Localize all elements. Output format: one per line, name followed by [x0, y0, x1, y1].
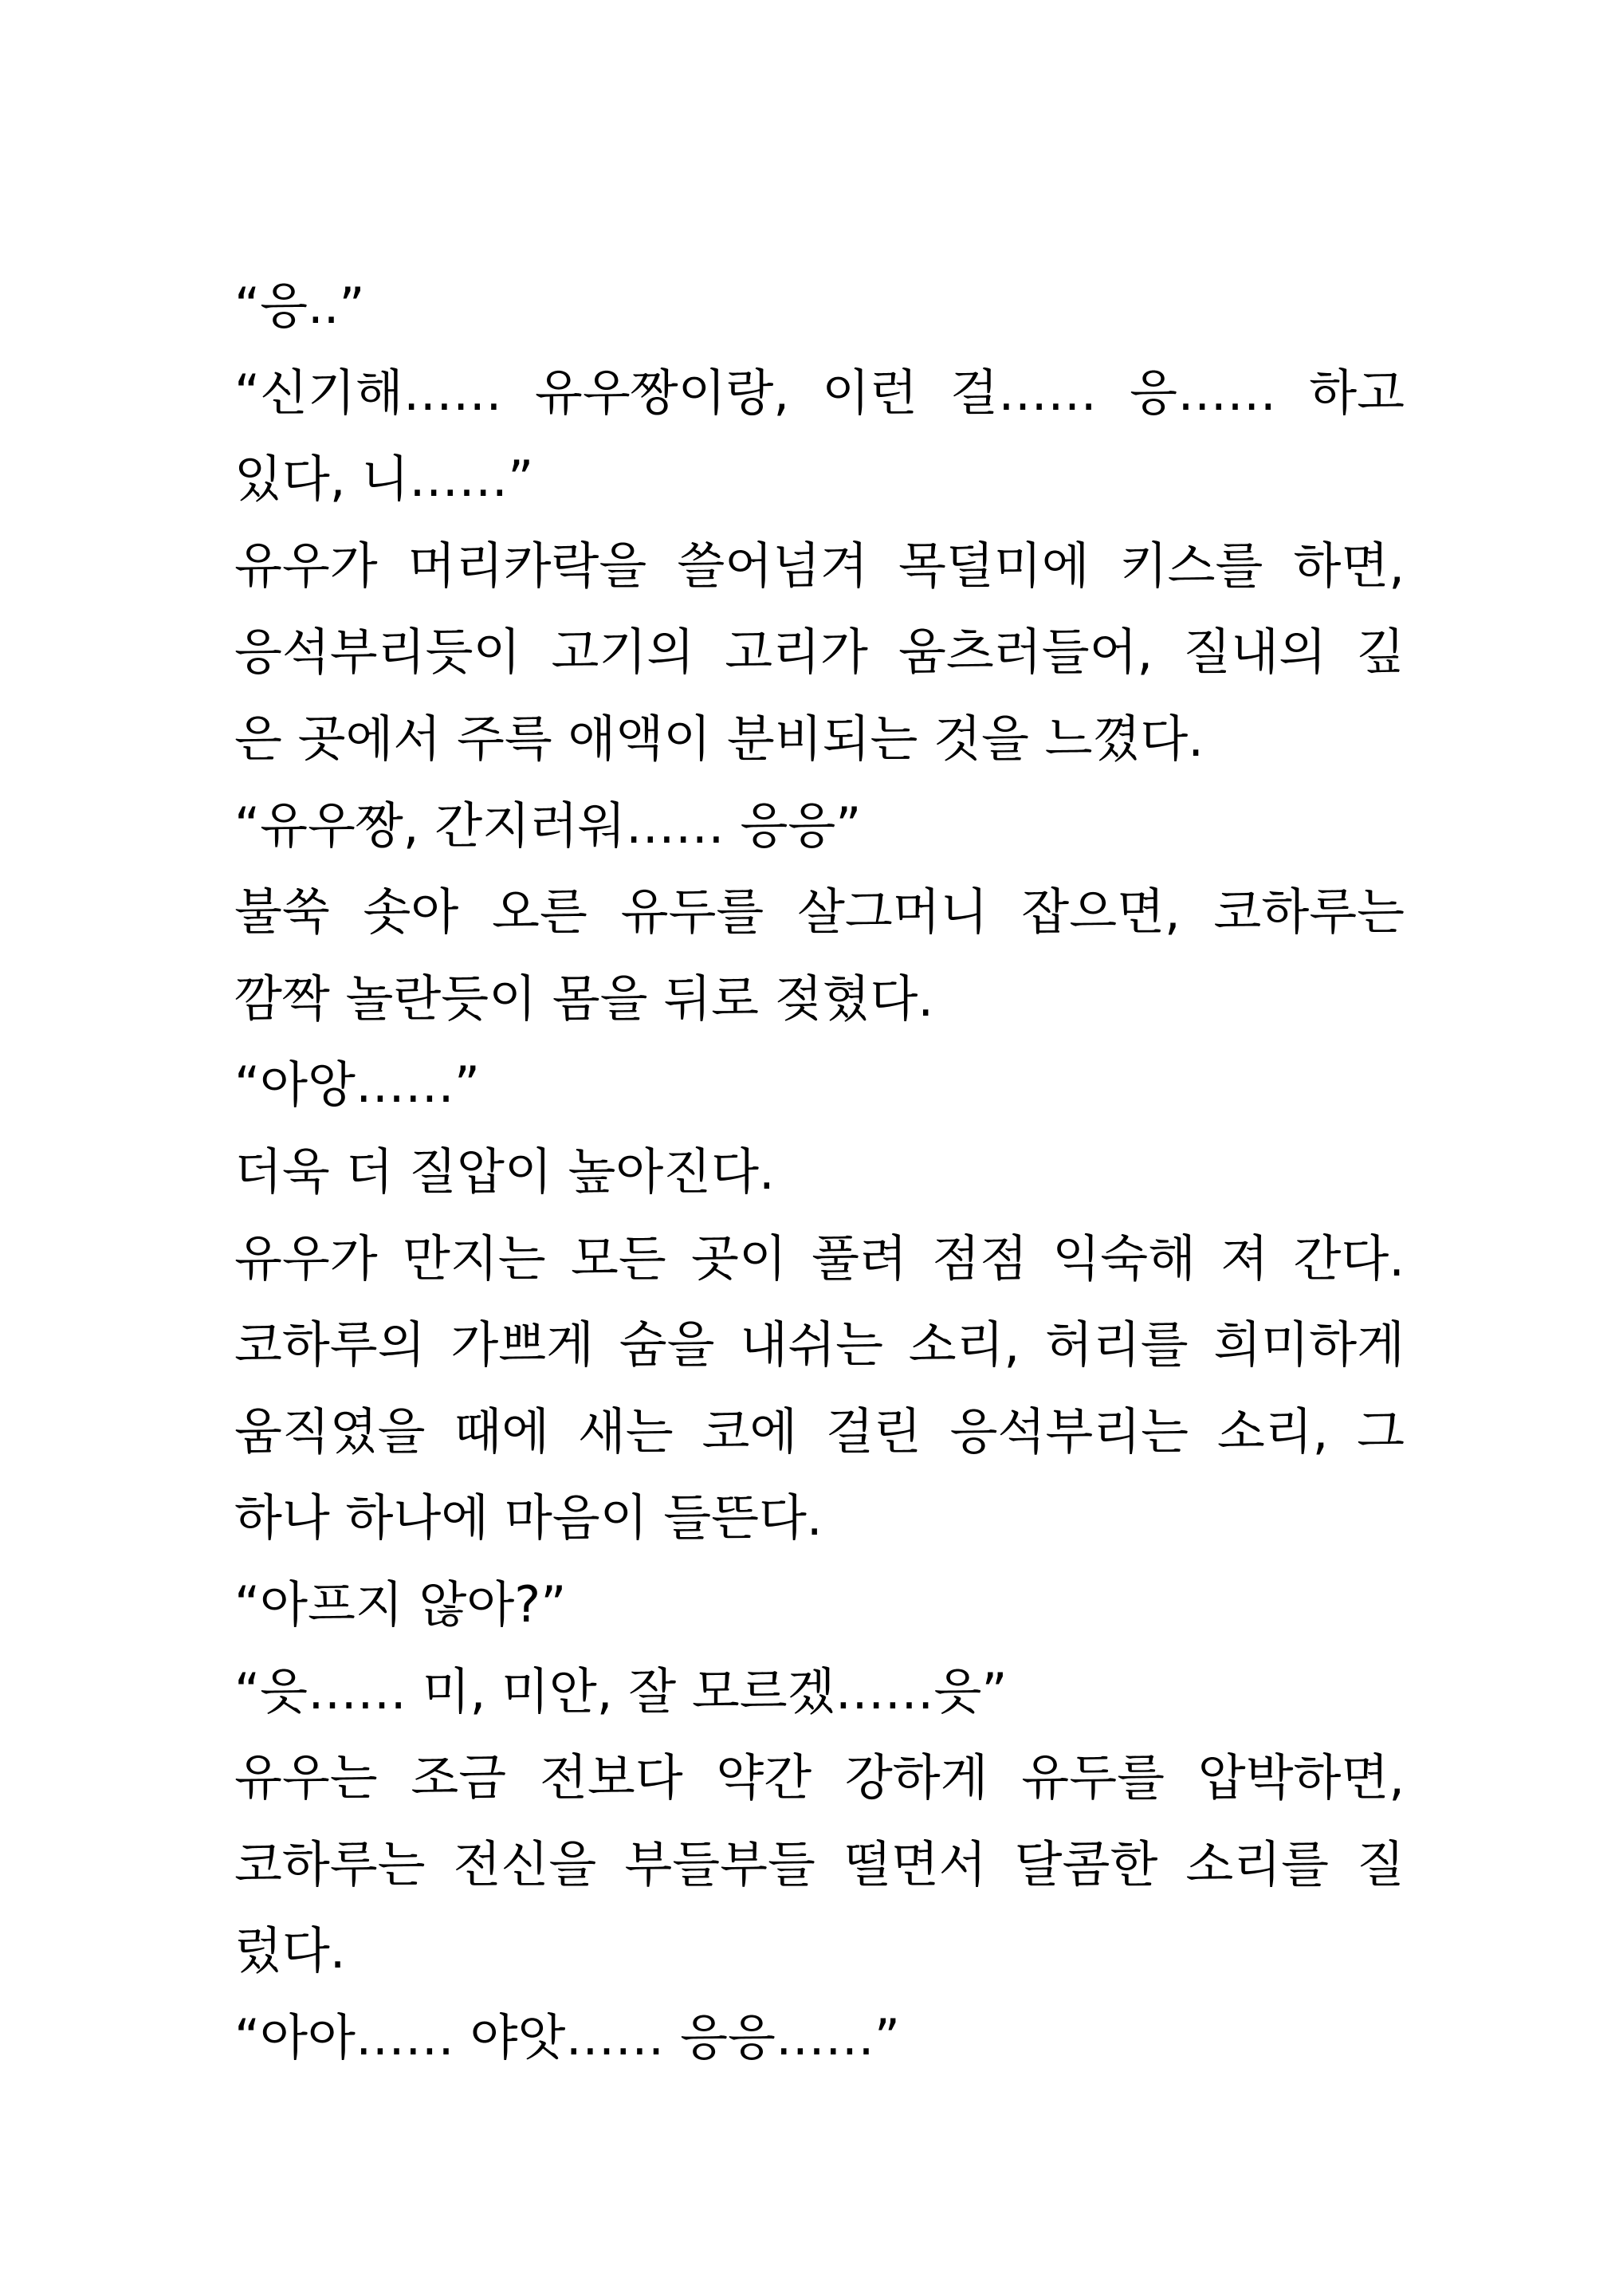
text-line: “신기해…… 유우짱이랑, 이런 걸…… 응…… 하고 [234, 363, 1405, 422]
text-line: “아앙……” [234, 1056, 481, 1115]
text-line: 더욱 더 질압이 높아진다. [234, 1142, 775, 1201]
text-line: “읏…… 미, 미안, 잘 모르겠……읏” [234, 1661, 1008, 1720]
text-line: 렀다. [234, 1921, 346, 1980]
text-line: 코하루는 전신을 부들부들 떨면서 달콤한 소리를 질 [234, 1834, 1405, 1893]
text-line: 유우는 조금 전보다 약간 강하게 유두를 압박하면, [234, 1748, 1405, 1807]
text-line: 응석부리듯이 고기의 고리가 움츠러들어, 질내의 깊 [234, 623, 1405, 682]
text-line: 하나 하나에 마음이 들뜬다. [234, 1488, 823, 1547]
body-text [234, 263, 1405, 2081]
text-line: “응..” [234, 277, 365, 335]
text-line: 유우가 만지는 모든 곳이 풀려 점점 익숙해 져 간다. [234, 1229, 1405, 1288]
text-line: 은 곳에서 주륵 애액이 분비되는 것을 느꼈다. [234, 709, 1204, 768]
text-line: 움직였을 때에 새는 코에 걸린 응석부리는 소리, 그 [234, 1402, 1405, 1461]
text-line: “아아…… 야앗…… 응응……” [234, 2007, 901, 2066]
text-line: 코하루의 가쁘게 숨을 내쉬는 소리, 허리를 희미하게 [234, 1315, 1405, 1374]
text-line: 깜짝 놀란듯이 몸을 뒤로 젖혔다. [234, 969, 934, 1028]
text-line: 유우가 머리카락을 쓸어넘겨 목덜미에 키스를 하면, [234, 536, 1405, 595]
text-line: 있다, 니……” [234, 450, 534, 509]
text-line: “아프지 않아?” [234, 1575, 567, 1634]
text-line: “유우짱, 간지러워…… 응응” [234, 796, 862, 855]
text-line: 불쑥 솟아 오른 유두를 살그머니 잡으면, 코하루는 [234, 883, 1405, 942]
